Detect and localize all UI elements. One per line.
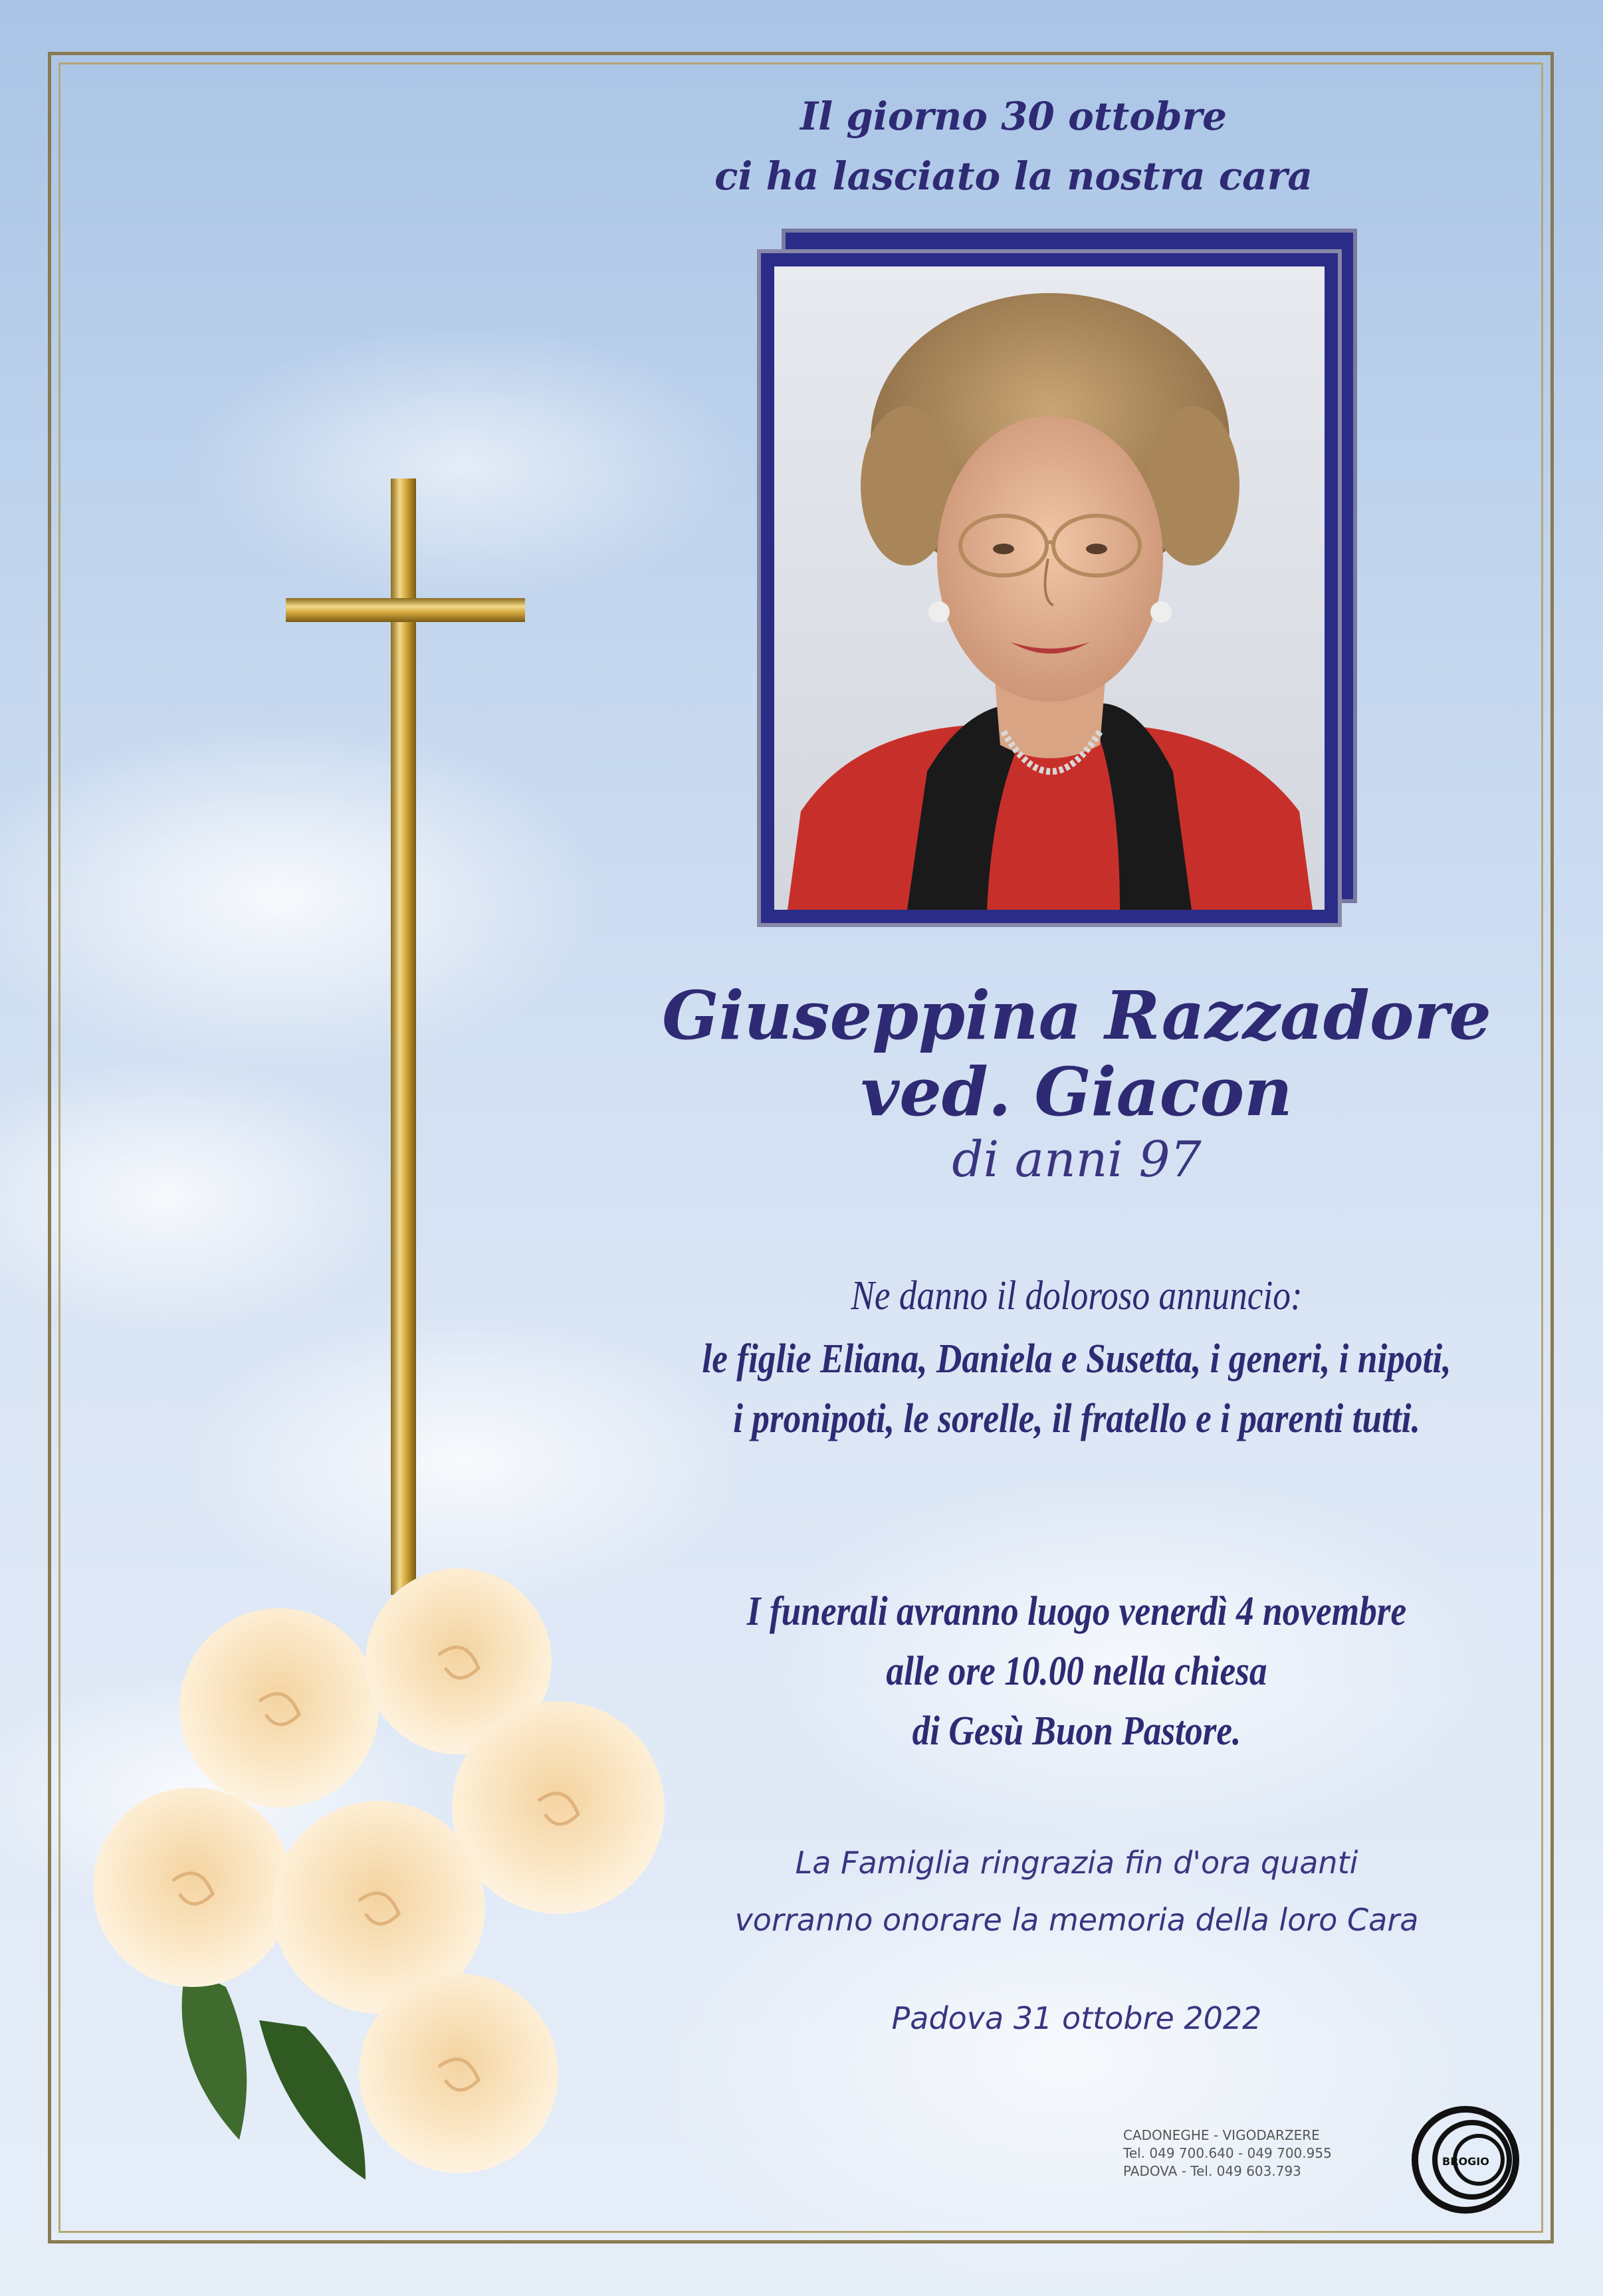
deceased-age: di anni 97 (952, 1131, 1202, 1188)
funeral-line-2: alle ore 10.00 nella chiesa (886, 1649, 1267, 1694)
announcement-line-2: i pronipoti, le sorelle, il fratello e i parenti tutti. (733, 1396, 1420, 1441)
intro-line-2: ci ha lasciato la nostra cara (714, 154, 1313, 199)
place-date: Padova 31 ottobre 2022 (891, 2000, 1262, 2036)
cross-icon (279, 478, 532, 1595)
agency-line-2: Tel. 049 700.640 - 049 700.955 (1123, 2145, 1332, 2161)
agency-contact (1123, 2127, 1402, 2180)
roses-illustration (86, 1555, 724, 2220)
photo-frame (757, 249, 1342, 927)
brogio-logo (1402, 2100, 1522, 2220)
thanks-line-2: vorranno onorare la memoria della loro Cara (734, 1902, 1419, 1938)
agency-line-1: CADONEGHE - VIGODARZERE (1123, 2127, 1320, 2143)
logo-text: BROGIO (1442, 2155, 1489, 2168)
agency-line-3: PADOVA - Tel. 049 603.793 (1123, 2163, 1301, 2179)
deceased-married-name: ved. Giacon (861, 1053, 1293, 1131)
announcement-intro: Ne danno il doloroso annuncio: (851, 1273, 1303, 1318)
thanks-line-1: La Famiglia ringrazia fin d'ora quanti (795, 1845, 1358, 1881)
intro-line-1: Il giorno 30 ottobre (800, 94, 1228, 139)
funeral-line-3: di Gesù Buon Pastore. (912, 1709, 1241, 1754)
funeral-line-1: I funerali avranno luogo venerdì 4 novembre (746, 1589, 1407, 1634)
portrait-photo (774, 266, 1325, 910)
deceased-name: Giuseppina Razzadore (662, 976, 1491, 1055)
announcement-line-1: le figlie Eliana, Daniela e Susetta, i generi, i nipoti, (702, 1336, 1451, 1382)
